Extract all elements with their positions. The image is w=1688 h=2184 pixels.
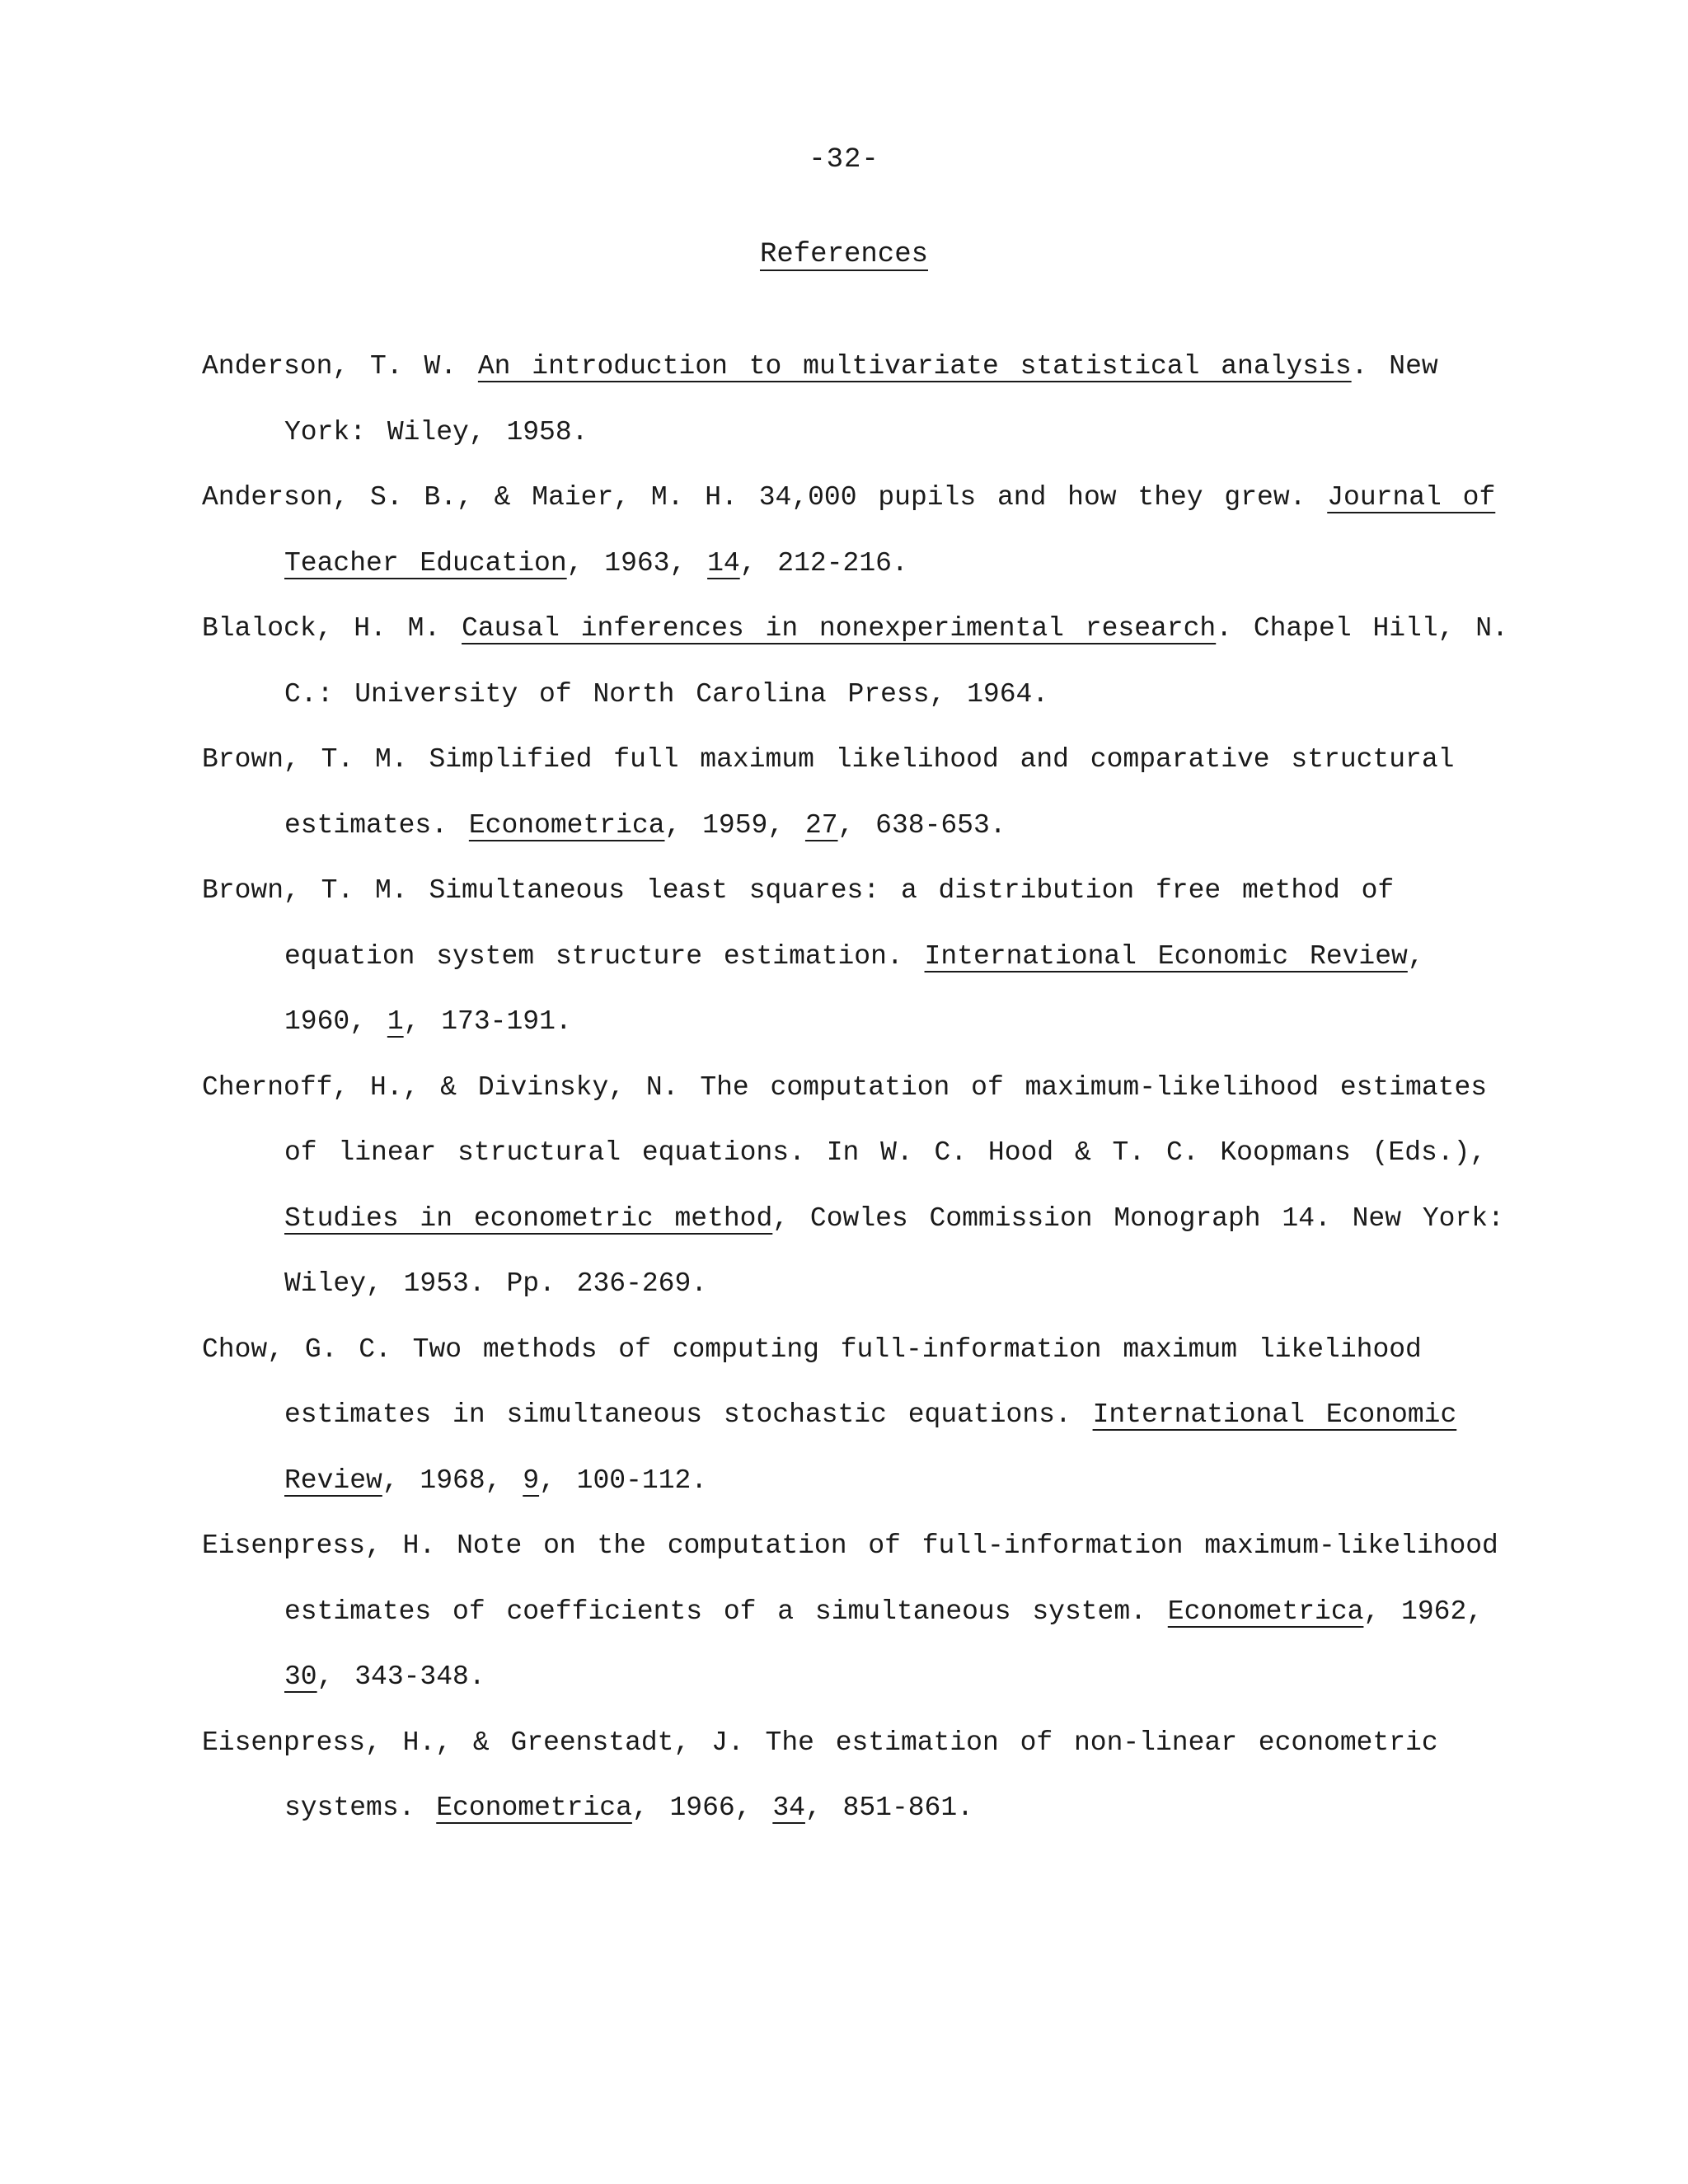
reference-eisenpress-1962 [202,1513,1521,1710]
ref-article-title: Simplified full maximum likelihood and comparative structural estimates. [284,744,1455,841]
ref-article-title: Two methods of computing full-information maximum likelihood estimates in simultaneous stochastic equations. [284,1333,1422,1430]
ref-year: , 1962, [1363,1596,1484,1627]
ref-pages: , 343-348. [316,1661,485,1692]
ref-author: Brown, T. M. [202,875,408,906]
ref-year: , 1963, [566,547,708,579]
ref-year: , 1968, [382,1465,523,1496]
references-heading-text: References [759,239,929,270]
reference-chow [202,1317,1521,1514]
ref-volume: 9 [523,1465,540,1496]
ref-author: Blalock, H. M. [202,613,441,644]
ref-publication: , Cowles Commission Monograph 14. New York: Wiley, 1953. Pp. 236-269. [284,1202,1504,1299]
ref-article-title: Note on the computation of full-information maximum-likelihood estimates of coefficients of a simultaneous system. [284,1530,1498,1627]
ref-journal: Journal of Teacher Education [284,482,1496,579]
reference-list [202,334,1521,1841]
ref-volume: 1 [387,1006,404,1037]
ref-journal: Econometrica [436,1793,632,1823]
references-heading [0,239,1688,270]
ref-article-title: The computation of maximum-likelihood estimates of linear structural equations. In W. C. Hood & T. C. Koopmans (Eds.), [284,1071,1488,1168]
reference-blalock [202,596,1521,727]
ref-publication: . Chapel Hill, N. C.: University of North Carolina Press, 1964. [284,613,1508,710]
reference-anderson-sb [202,465,1521,596]
ref-journal: Econometrica [468,809,665,841]
ref-book-title: Studies in econometric method [284,1202,773,1234]
ref-volume: 30 [284,1661,317,1692]
ref-pages: , 212-216. [739,547,908,579]
ref-author: Chow, G. C. [202,1333,392,1365]
ref-book-title: Causal inferences in nonexperimental research [462,613,1217,644]
ref-author: Brown, T. M. [202,744,408,775]
ref-volume: 27 [804,809,838,841]
ref-year: , 1960, [284,940,1424,1037]
ref-author: Anderson, T. W. [202,351,457,382]
ref-author: Anderson, S. B., & Maier, M. H. [202,482,738,513]
ref-year: , 1966, [631,1793,773,1823]
reference-brown-1959 [202,727,1521,858]
reference-chernoff [202,1055,1521,1317]
ref-journal: International Economic Review [924,940,1408,972]
ref-year: , 1959, [664,809,805,841]
ref-volume: 34 [772,1793,805,1823]
ref-volume: 14 [707,547,740,579]
ref-pages: , 173-191. [403,1006,572,1037]
ref-book-title: An introduction to multivariate statistical analysis [477,351,1352,382]
ref-pages: , 851-861. [804,1793,973,1823]
ref-journal: International Economic Review [284,1399,1457,1496]
ref-journal: Econometrica [1167,1596,1364,1627]
reference-brown-1960 [202,858,1521,1055]
ref-article-title: The estimation of non-linear econometric systems. [284,1727,1438,1823]
reference-eisenpress-1966 [202,1710,1521,1841]
ref-pages: , 100-112. [539,1465,708,1496]
ref-article-title: 34,000 pupils and how they grew. [758,482,1306,513]
page-number: -32- [809,144,879,176]
ref-author: Eisenpress, H., & Greenstadt, J. [202,1727,744,1758]
ref-pages: , 638-653. [837,809,1006,841]
ref-author: Eisenpress, H. [202,1530,436,1561]
reference-anderson-tw [202,334,1521,465]
ref-article-title: Simultaneous least squares: a distribution free method of equation system structure estimation. [284,875,1395,972]
ref-author: Chernoff, H., & Divinsky, N. [202,1071,679,1103]
ref-publication: . New York: Wiley, 1958. [284,351,1438,448]
